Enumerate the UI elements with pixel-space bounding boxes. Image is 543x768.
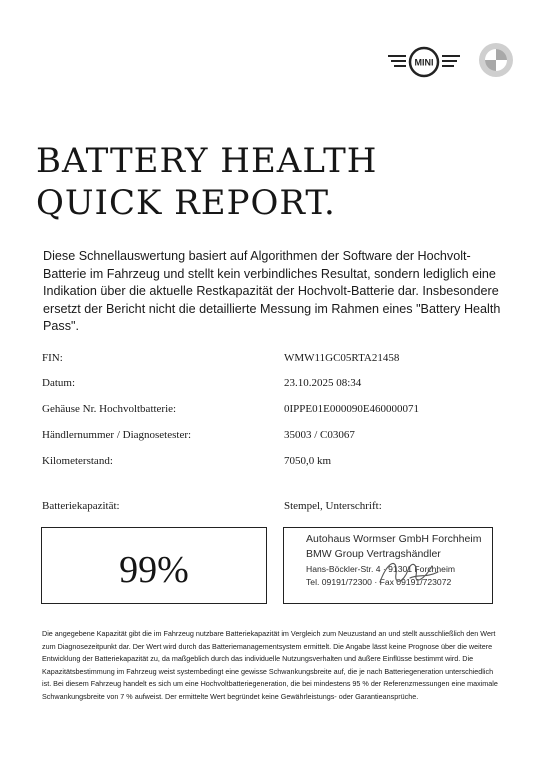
detail-value: 7050,0 km bbox=[284, 455, 332, 467]
stamp-line-1: Autohaus Wormser GmbH Forchheim bbox=[306, 533, 482, 545]
mini-wings-logo-icon bbox=[388, 46, 460, 78]
title-line-2: QUICK REPORT. bbox=[36, 183, 336, 223]
bmw-roundel-logo-icon bbox=[478, 42, 514, 78]
detail-value: 23.10.2025 08:34 bbox=[284, 377, 362, 389]
stamp-line-3: Hans-Böckler-Str. 4 · 91301 Forchheim bbox=[306, 564, 456, 574]
detail-label: Datum: bbox=[42, 377, 75, 389]
disclaimer-text: Die angegebene Kapazität gibt die im Fahrzeug nutzbare Batteriekapazität im Vergleich zum Neuzustand an und stellt ausschließlich den Wert zum Diagnosezeitpunkt dar. Der Wert wird durch das Batteriemanagementsystem ermittelt. Die Angabe lässt keine Prognose über die weitere Entwicklung der Batteriekapazität zu, da maßgeblich durch das individuelle Nutzungsverhalten und äußere Einflüsse bestimmt wird. Die Kapazitätsbestimmung im Fahrzeug weist systembedingt eine gewisse Schwankungsbreite auf, die je nach Batteriegeneration unterschiedlich ist. Bei diesem Fahrzeug handelt es sich um eine Hochvoltbatteriegeneration, die bei mindestens 95 % der Referenzmessungen eine maximale Schwankungsbreite von 7 % aufweist. Der ermittelte Wert begründet keine Gewährleistungs- oder Garantieansprüche. bbox=[42, 629, 498, 701]
detail-row-fin bbox=[42, 352, 502, 368]
detail-label: Gehäuse Nr. Hochvoltbatterie: bbox=[42, 403, 177, 415]
mini-logo-text: MINI bbox=[414, 57, 434, 68]
detail-label: Händlernummer / Diagnosetester: bbox=[42, 429, 192, 441]
detail-value: 0IPPE01E000090E460000071 bbox=[284, 403, 420, 415]
stamp-line-4: Tel. 09191/72300 · Fax 09191/723072 bbox=[306, 577, 452, 587]
detail-row-date bbox=[42, 377, 502, 393]
detail-row-battery-housing bbox=[42, 403, 502, 419]
detail-row-dealer bbox=[42, 429, 502, 445]
capacity-label: Batteriekapazität: bbox=[42, 500, 120, 512]
report-title bbox=[36, 140, 377, 224]
detail-label: Kilometerstand: bbox=[42, 455, 113, 467]
title-line-1: BATTERY HEALTH bbox=[36, 141, 378, 181]
capacity-value: 99% bbox=[119, 549, 189, 591]
dealer-stamp-box bbox=[283, 527, 493, 604]
detail-value: WMW11GC05RTA21458 bbox=[284, 352, 400, 364]
capacity-box bbox=[41, 527, 267, 604]
detail-value: 35003 / C03067 bbox=[284, 429, 355, 441]
detail-label: FIN: bbox=[42, 352, 63, 364]
intro-paragraph: Diese Schnellauswertung basiert auf Algorithmen der Software der Hochvolt-Batterie im Fahrzeug und stellt kein verbindliches Resultat, sondern lediglich eine Indikation über die aktuelle Restkapazität der Hochvolt-Batterie dar. Insbesondere ersetzt der Bericht nicht die detaillierte Messung im Rahmen eines "Battery Health Pass". bbox=[43, 249, 501, 333]
stamp-line-2: BMW Group Vertragshändler bbox=[306, 548, 441, 560]
stamp-label: Stempel, Unterschrift: bbox=[284, 500, 382, 512]
detail-row-mileage bbox=[42, 455, 502, 471]
